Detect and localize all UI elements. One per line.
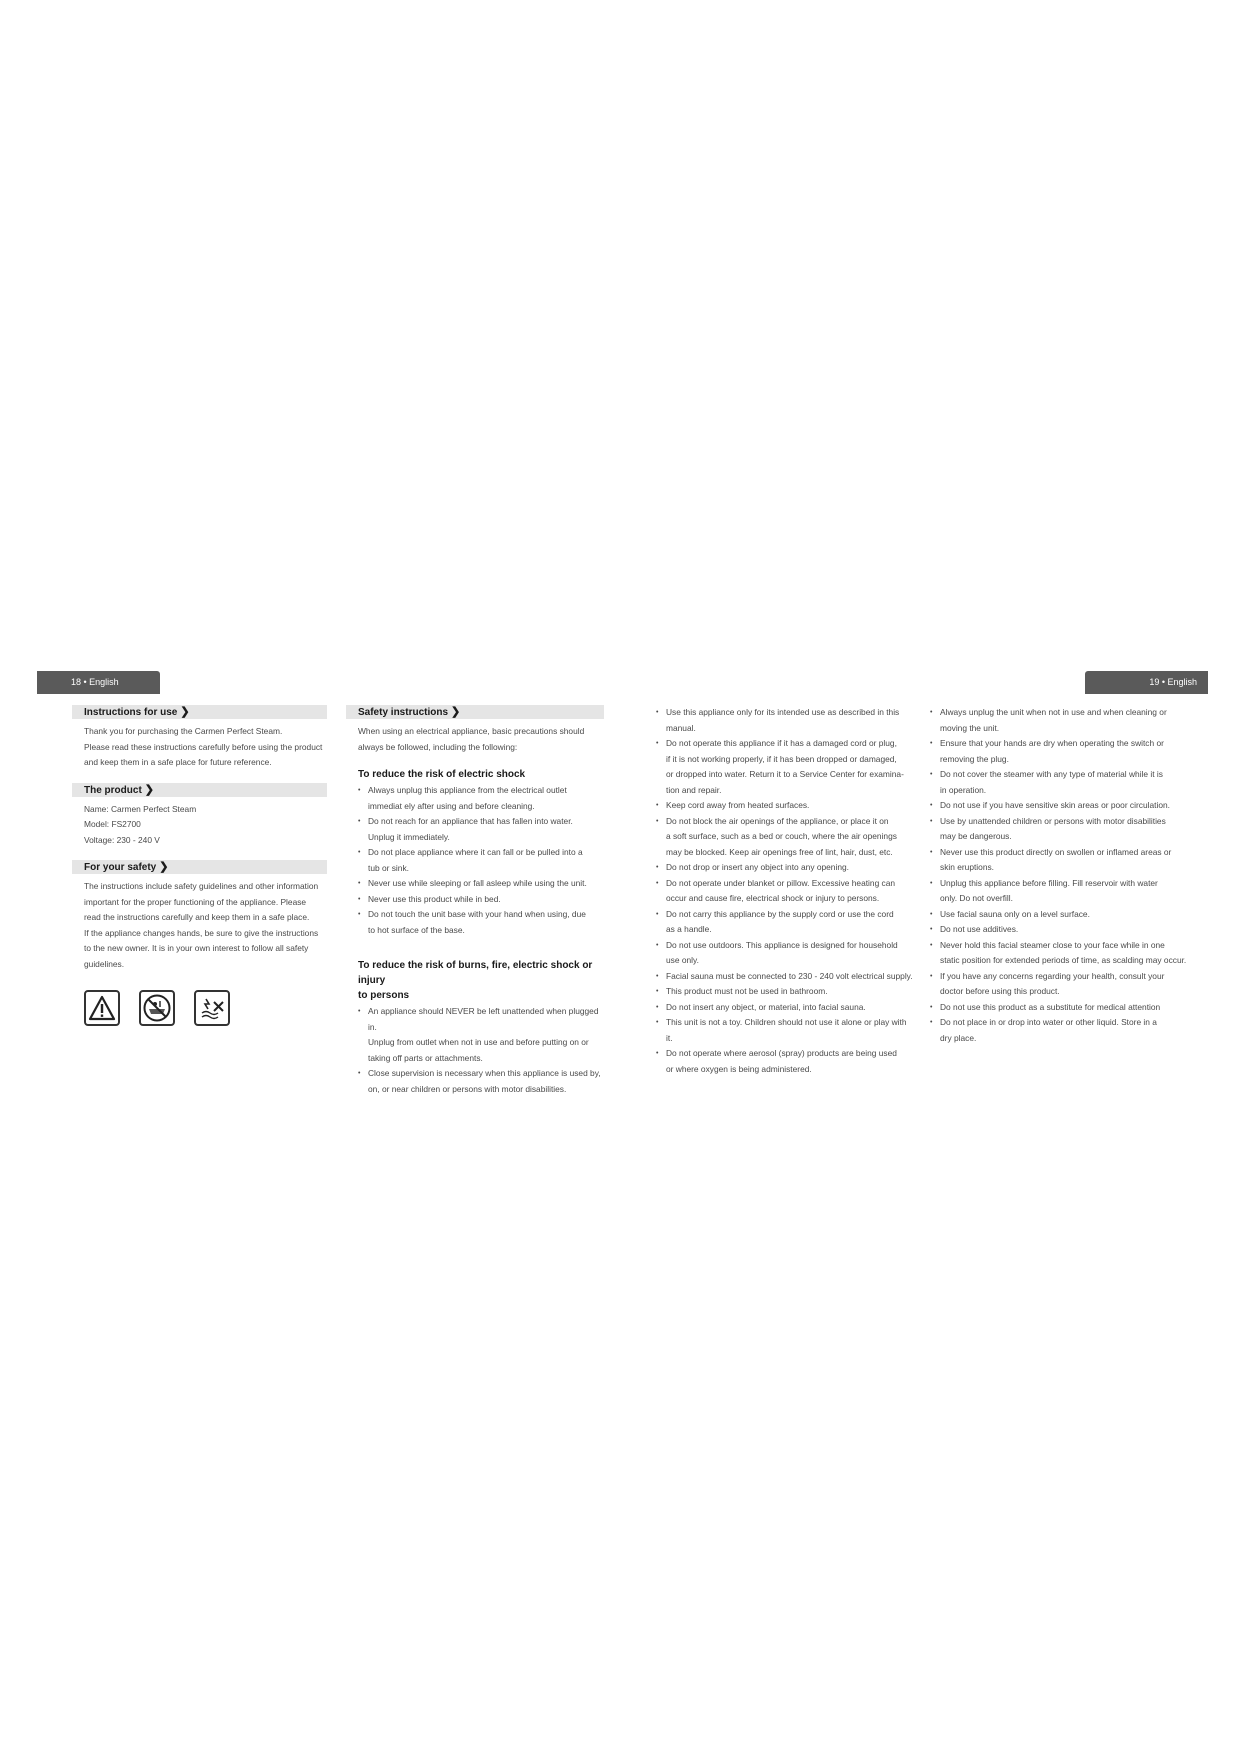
list-item: • Never use while sleeping or fall asleep while using the unit. xyxy=(358,876,604,892)
no-bath-icon xyxy=(139,990,175,1026)
list-item: • Do not use this product as a substitute for medical attention xyxy=(930,1000,1190,1016)
list-item: • Do not reach for an appliance that has fallen into water. Unplug it immediately. xyxy=(358,814,604,845)
list-item: • Do not cover the steamer with any type of material while it is in operation. xyxy=(930,767,1190,798)
column-3 xyxy=(656,705,914,1077)
burns-fire-list xyxy=(346,1004,604,1097)
instructions-for-use-heading: Instructions for use ❯ xyxy=(72,705,327,719)
chevron-right-icon: ❯ xyxy=(180,706,190,718)
safety-instructions-heading: Safety instructions ❯ xyxy=(346,705,604,719)
list-item: • Do not use if you have sensitive skin areas or poor circulation. xyxy=(930,798,1190,814)
warning-triangle-icon xyxy=(84,990,120,1026)
the-product-heading: The product ❯ xyxy=(72,783,327,797)
electric-shock-heading: To reduce the risk of electric shock xyxy=(358,769,526,780)
list-item: • Do not place in or drop into water or other liquid. Store in a dry place. xyxy=(930,1015,1190,1046)
safety-instructions-intro: When using an electrical appliance, basic precautions should always be followed, including the following: xyxy=(358,726,585,752)
column-4 xyxy=(930,705,1190,1046)
list-item: • Ensure that your hands are dry when operating the switch or removing the plug. xyxy=(930,736,1190,767)
page-number-right: 19 • English xyxy=(1149,677,1197,687)
chevron-right-icon: ❯ xyxy=(451,706,461,718)
for-your-safety-text: The instructions include safety guidelines and other information important for the proper functioning of the appliance. Please read the instructions carefully and keep them in a safe place. If the appliance changes hands, be sure to give the instructions to the new owner. It is in your own interest to follow all safety guidelines. xyxy=(84,881,319,969)
list-item: • Unplug this appliance before filling. Fill reservoir with water only. Do not overfill. xyxy=(930,876,1190,907)
list-item: • Use facial sauna only on a level surface. xyxy=(930,907,1190,923)
list-item: • Do not block the air openings of the appliance, or place it on a soft surface, such as a bed or couch, where the air openings may be blocked. Keep air openings free of lint, hair, dust, etc. xyxy=(656,814,914,861)
for-your-safety-heading: For your safety ❯ xyxy=(72,860,327,874)
list-item: • This product must not be used in bathroom. xyxy=(656,984,914,1000)
list-item: • Always unplug this appliance from the electrical outlet immediat ely after using and before cleaning. xyxy=(358,783,604,814)
list-item: • Never hold this facial steamer close to your face while in one static position for extended periods of time, as scalding may occur. xyxy=(930,938,1190,969)
safety-list-continued xyxy=(656,705,914,1077)
instructions-for-use-text: Thank you for purchasing the Carmen Perfect Steam. Please read these instructions carefully before using the product and keep them in a safe place for future reference. xyxy=(84,726,323,767)
column-1 xyxy=(72,705,327,1026)
list-item: • If you have any concerns regarding your health, consult your doctor before using this product. xyxy=(930,969,1190,1000)
list-item: • Use by unattended children or persons with motor disabilities may be dangerous. xyxy=(930,814,1190,845)
chevron-right-icon: ❯ xyxy=(144,783,154,796)
list-item: • Always unplug the unit when not in use and when cleaning or moving the unit. xyxy=(930,705,1190,736)
page-number-left: 18 • English xyxy=(71,677,119,687)
list-item: • Do not use outdoors. This appliance is designed for household use only. xyxy=(656,938,914,969)
list-item: • Never use this product while in bed. xyxy=(358,892,604,908)
the-product-text: Name: Carmen Perfect Steam Model: FS2700 Voltage: 230 - 240 V xyxy=(84,803,197,845)
column-2 xyxy=(346,705,604,1097)
list-item: • This unit is not a toy. Children should not use it alone or play with it. xyxy=(656,1015,914,1046)
list-item: • Do not insert any object, or material, into facial sauna. xyxy=(656,1000,914,1016)
safety-icons xyxy=(84,990,327,1026)
list-item: • Facial sauna must be connected to 230 - 240 volt electrical supply. xyxy=(656,969,914,985)
list-item: • Do not carry this appliance by the supply cord or use the cord as a handle. xyxy=(656,907,914,938)
list-item: • Do not touch the unit base with your hand when using, due to hot surface of the base. xyxy=(358,907,604,938)
list-item: • Do not use additives. xyxy=(930,922,1190,938)
list-item: • Keep cord away from heated surfaces. xyxy=(656,798,914,814)
page-number-tab-right xyxy=(1085,671,1208,694)
list-item: • An appliance should NEVER be left unattended when plugged in. Unplug from outlet when not in use and before putting on or taking off parts or attachments. xyxy=(358,1004,604,1066)
list-item: • Do not place appliance where it can fall or be pulled into a tub or sink. xyxy=(358,845,604,876)
list-item: • Do not operate under blanket or pillow. Excessive heating can occur and cause fire, electrical shock or injury to persons. xyxy=(656,876,914,907)
list-item: • Do not operate this appliance if it has a damaged cord or plug, if it is not working properly, if it has been dropped or damaged, or dropped into water. Return it to a Service Center for examina- tion and repair. xyxy=(656,736,914,798)
burns-fire-heading: To reduce the risk of burns, fire, electric shock or injury to persons xyxy=(358,960,593,1001)
list-item: • Do not operate where aerosol (spray) products are being used or where oxygen is being administered. xyxy=(656,1046,914,1077)
list-item: • Close supervision is necessary when this appliance is used by, on, or near children or persons with motor disabilities. xyxy=(358,1066,604,1097)
chevron-right-icon: ❯ xyxy=(159,861,169,873)
safety-list-final xyxy=(930,705,1190,1046)
no-water-spray-icon xyxy=(194,990,230,1026)
list-item: • Never use this product directly on swollen or inflamed areas or skin eruptions. xyxy=(930,845,1190,876)
electric-shock-list xyxy=(346,783,604,938)
page-number-tab-left xyxy=(37,671,160,694)
list-item: • Use this appliance only for its intended use as described in this manual. xyxy=(656,705,914,736)
list-item: • Do not drop or insert any object into any opening. xyxy=(656,860,914,876)
